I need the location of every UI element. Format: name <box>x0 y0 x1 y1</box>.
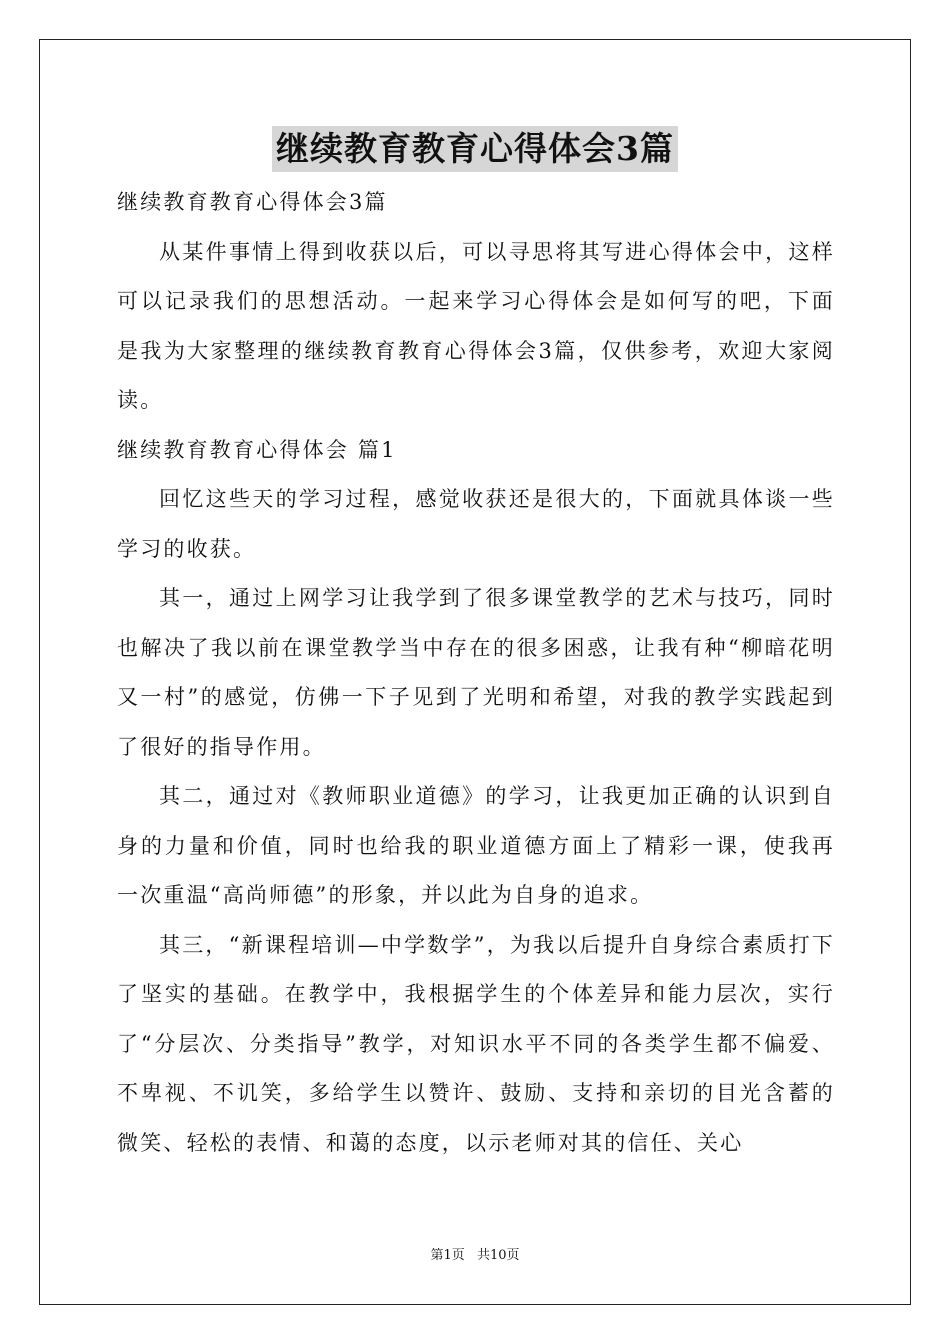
title-wrapper <box>0 126 950 172</box>
page-footer <box>0 1244 950 1263</box>
section-heading: 继续教育教育心得体会 篇1 <box>117 437 397 462</box>
paragraph: 其三，“新课程培训—中学数学”，为我以后提升自身综合素质打下了坚实的基础。在教学中，我根据学生的个体差异和能力层次，实行了“分层次、分类指导”教学，对知识水平不同的各类学生都不偏爱、不卑视、不讥笑，多给学生以赞许、鼓励、支持和亲切的目光含蓄的微笑、轻松的表情、和蔼的态度，以示老师对其的信任、关心 <box>117 932 835 1155</box>
paragraph: 其二，通过对《教师职业道德》的学习，让我更加正确的认识到自身的力量和价值，同时也给我的职业道德方面上了精彩一课，使我再一次重温“高尚师德”的形象，并以此为自身的追求。 <box>117 784 835 907</box>
paragraph: 从某件事情上得到收获以后，可以寻思将其写进心得体会中，这样可以记录我们的思想活动。一起来学习心得体会是如何写的吧，下面是我为大家整理的继续教育教育心得体会3篇，仅供参考，欢迎大家阅读。 <box>117 239 835 412</box>
paragraph: 继续教育教育心得体会3篇 <box>117 190 388 214</box>
paragraph: 回忆这些天的学习过程，感觉收获还是很大的，下面就具体谈一些学习的收获。 <box>117 487 835 561</box>
document-body <box>117 178 835 1168</box>
page-number: 第1页 <box>430 1248 465 1263</box>
paragraph: 其一，通过上网学习让我学到了很多课堂教学的艺术与技巧，同时也解决了我以前在课堂教学当中存在的很多困惑，让我有种“柳暗花明又一村”的感觉，仿佛一下子见到了光明和希望，对我的教学实践起到了很好的指导作用。 <box>117 586 835 759</box>
page-total: 共10页 <box>476 1248 520 1263</box>
document-title: 继续教育教育心得体会3篇 <box>272 126 678 172</box>
